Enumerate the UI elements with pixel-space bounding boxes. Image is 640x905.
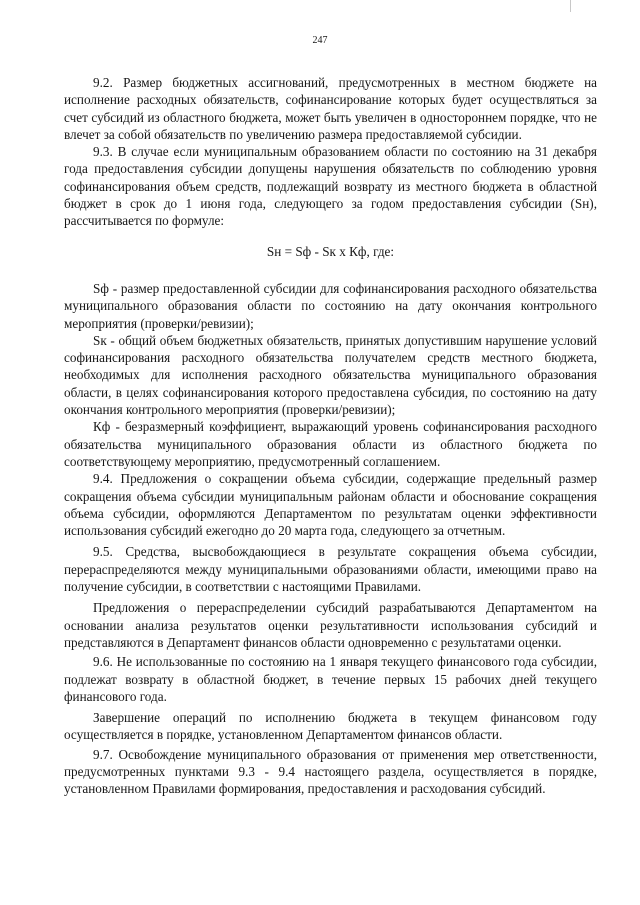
paragraph-9-5: 9.5. Средства, высвобождающиеся в результате сокращения объема субсидии, перераспределяются между муниципальными образованиями области, имеющими право на получение субсидии, в соответствии с настоящими Правилами. [64,544,597,595]
paragraph-9-5-proposals: Предложения о перераспределении субсидий разрабатываются Департаментом на основании анализа результатов оценки результативности использования субсидий и представляются в Департамент финансов области одновременно с результатами оценки. [64,600,597,650]
definition-sk: Sк - общий объем бюджетных обязательств, принятых допустившим нарушение условий софинансирования расходного обязательства получателем средств местного бюджета, необходимых для исполнения расходного обязательства муниципального образования области, в целях софинансирования которого предоставлена субсидия, по состоянию на дату окончания контрольного мероприятия (проверки/ревизии); [64,332,597,418]
paragraph-9-6-completion: Завершение операций по исполнению бюджета в текущем финансовом году осуществляется в порядке, установленном Департаментом финансов области. [64,710,597,743]
definition-sf: Sф - размер предоставленной субсидии для софинансирования расходного обязательства муниципального образования области по состоянию на дату окончания контрольного мероприятия (проверки/ревизии); [64,280,597,331]
paragraph-9-6: 9.6. Не использованные по состоянию на 1 января текущего финансового года субсидии, подлежат возврату в областной бюджет, в течение первых 15 рабочих дней текущего финансового года. [64,654,597,704]
page-number: 247 [312,35,328,46]
paragraph-9-2: 9.2. Размер бюджетных ассигнований, предусмотренных в местном бюджете на исполнение расходных обязательств, софинансирование которых будет осуществляться за счет субсидий из областного бюджета, может быть увеличен в одностороннем порядке, что не влечет за собой обязательств по увеличению размера предоставляемой субсидии. [64,75,597,142]
paragraph-9-4: 9.4. Предложения о сокращении объема субсидии, содержащие предельный размер сокращения объема субсидии муниципальным районам области и обоснование сокращения объема субсидии, оформляются Департаментом по результатам оценки эффективности использования субсидий ежегодно до 20 марта года, следующего за отчетным. [64,471,597,539]
formula: Sн = Sф - Sк х Кф, где: [266,243,395,259]
paragraph-9-3: 9.3. В случае если муниципальным образованием области по состоянию на 31 декабря года предоставления субсидии допущены нарушения обязательств по соблюдению уровня софинансирования объем средств, подлежащий возврату из местного бюджета в областной бюджет в срок до 1 июня года, следующего за годом предоставления субсидии (Sн), рассчитывается по формуле: [64,144,597,229]
document-body [64,74,597,798]
scan-edge-mark [570,0,571,12]
definition-kf: Кф - безразмерный коэффициент, выражающий уровень софинансирования расходного обязательства муниципального образования области из областного бюджета по соответствующему мероприятию, предусмотренный соглашением. [64,419,597,469]
paragraph-9-7: 9.7. Освобождение муниципального образования от применения мер ответственности, предусмотренных пунктами 9.3 - 9.4 настоящего раздела, осуществляется в порядке, установленном Правилами формирования, предоставления и расходования субсидий. [64,746,597,797]
